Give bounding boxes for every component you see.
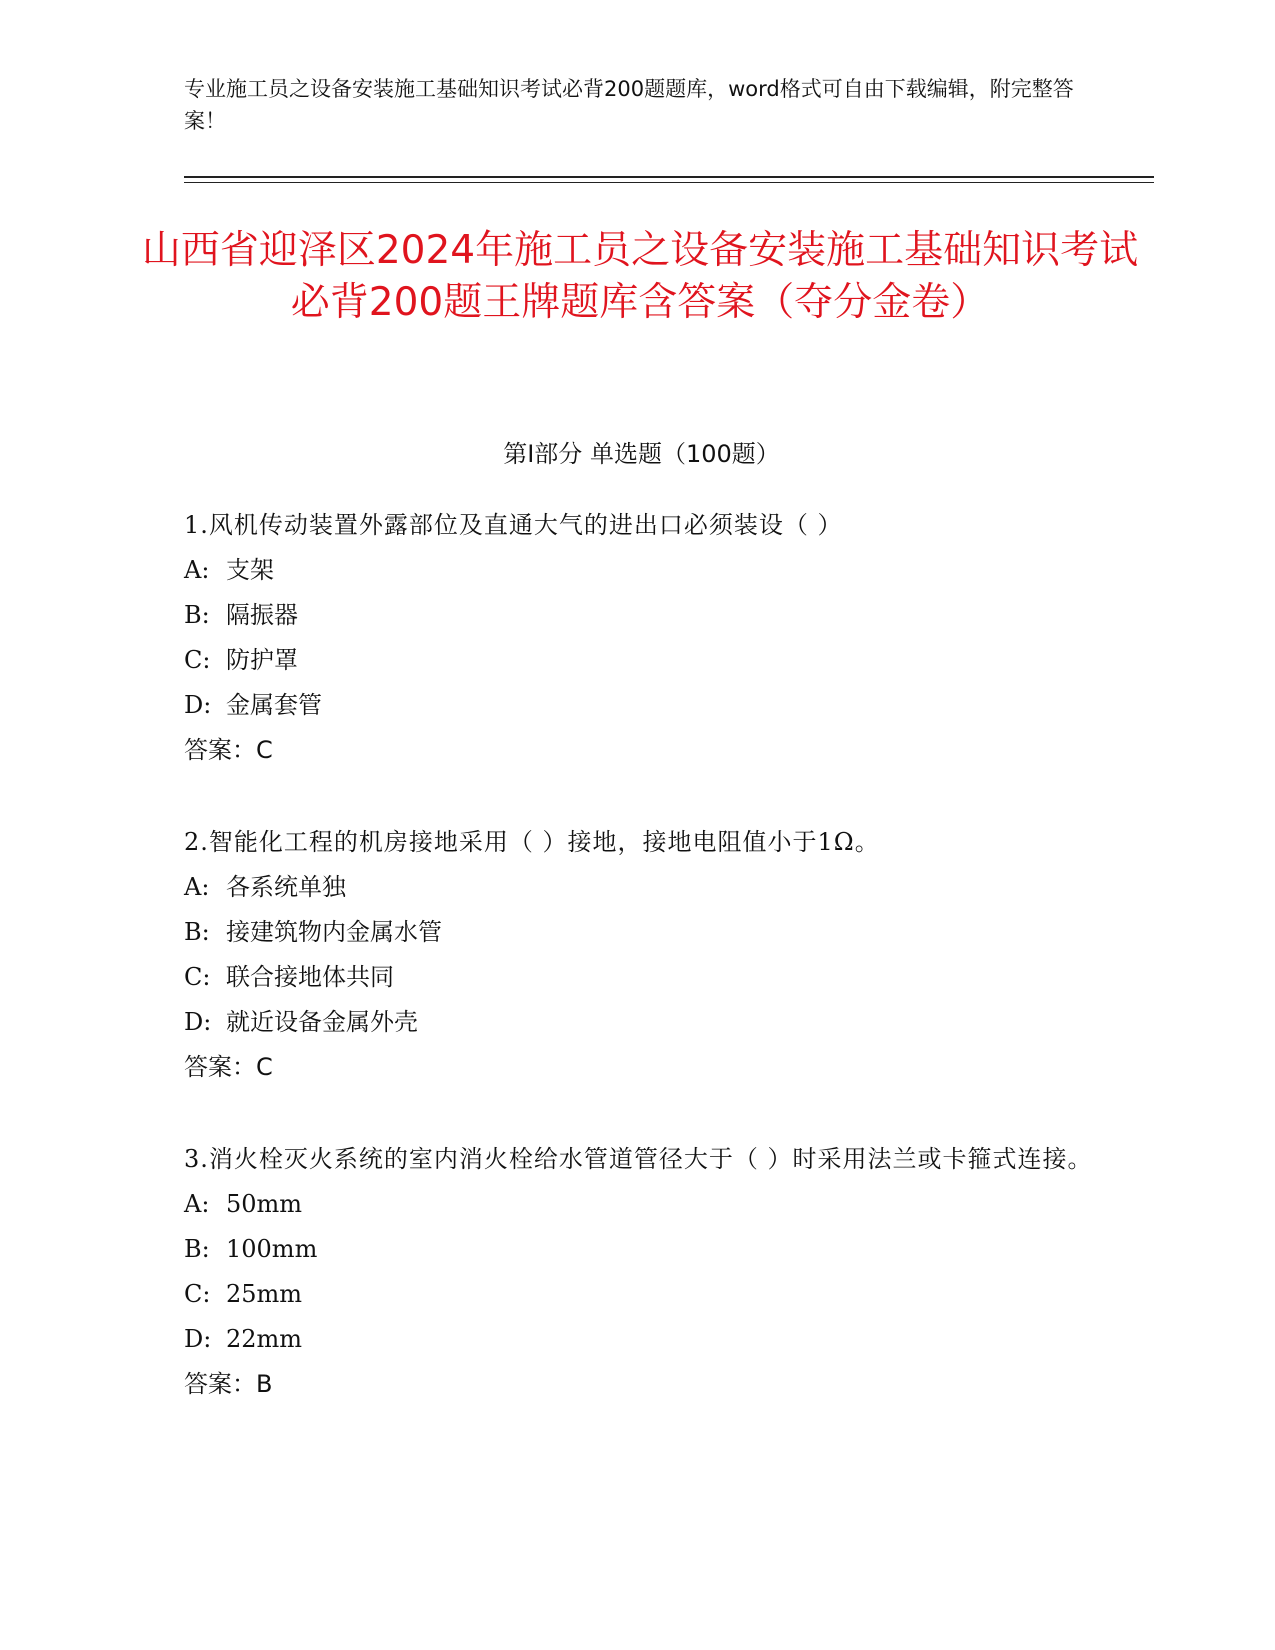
document-title: 山西省迎泽区2024年施工员之设备安装施工基础知识考试必背200题王牌题库含答案（夺分金卷）	[141, 228, 1139, 325]
option-key: C:	[184, 963, 211, 991]
header-divider-thick	[184, 176, 1154, 178]
answer-line: 答案：B	[184, 1370, 273, 1398]
option-text: 支架	[226, 556, 274, 584]
option-text: 25mm	[226, 1280, 303, 1308]
option-c	[184, 1272, 1104, 1317]
option-a	[184, 865, 1104, 910]
option-b	[184, 910, 1104, 955]
question-stem: 2.智能化工程的机房接地采用（ ）接地，接地电阻值小于1Ω。	[184, 828, 880, 856]
option-d	[184, 683, 1104, 728]
option-c	[184, 638, 1104, 683]
option-key: A:	[184, 556, 210, 584]
header-note: 专业施工员之设备安装施工基础知识考试必背200题题库，word格式可自由下载编辑，附完整答案！	[184, 77, 1074, 133]
option-key: C:	[184, 646, 211, 674]
option-key: B:	[184, 918, 210, 946]
option-text: 联合接地体共同	[226, 963, 394, 991]
option-text: 各系统单独	[226, 873, 346, 901]
option-text: 接建筑物内金属水管	[226, 918, 442, 946]
option-b	[184, 593, 1104, 638]
answer-line: 答案：C	[184, 736, 273, 764]
question-1	[184, 503, 1104, 773]
option-text: 22mm	[226, 1325, 303, 1353]
option-d	[184, 1000, 1104, 1045]
section-heading: 第Ⅰ部分 单选题（100题）	[503, 440, 780, 468]
option-key: A:	[184, 1190, 210, 1218]
option-a	[184, 1182, 1104, 1227]
option-text: 50mm	[226, 1190, 303, 1218]
option-key: D:	[184, 1325, 212, 1353]
option-text: 100mm	[226, 1235, 318, 1263]
option-text: 防护罩	[226, 646, 298, 674]
question-3	[184, 1137, 1104, 1407]
option-d	[184, 1317, 1104, 1362]
question-stem: 1.风机传动装置外露部位及直通大气的进出口必须装设（ ）	[184, 511, 843, 539]
option-a	[184, 548, 1104, 593]
option-key: B:	[184, 1235, 210, 1263]
option-text: 金属套管	[226, 691, 322, 719]
option-text: 就近设备金属外壳	[226, 1008, 418, 1036]
option-key: D:	[184, 1008, 212, 1036]
question-2	[184, 820, 1104, 1090]
header-divider-thin	[184, 182, 1154, 183]
option-b	[184, 1227, 1104, 1272]
option-key: D:	[184, 691, 212, 719]
option-key: A:	[184, 873, 210, 901]
option-key: B:	[184, 601, 210, 629]
option-key: C:	[184, 1280, 211, 1308]
option-text: 隔振器	[226, 601, 298, 629]
answer-line: 答案：C	[184, 1053, 273, 1081]
question-stem: 3.消火栓灭火系统的室内消火栓给水管道管径大于（ ）时采用法兰或卡箍式连接。	[184, 1145, 1093, 1173]
option-c	[184, 955, 1104, 1000]
